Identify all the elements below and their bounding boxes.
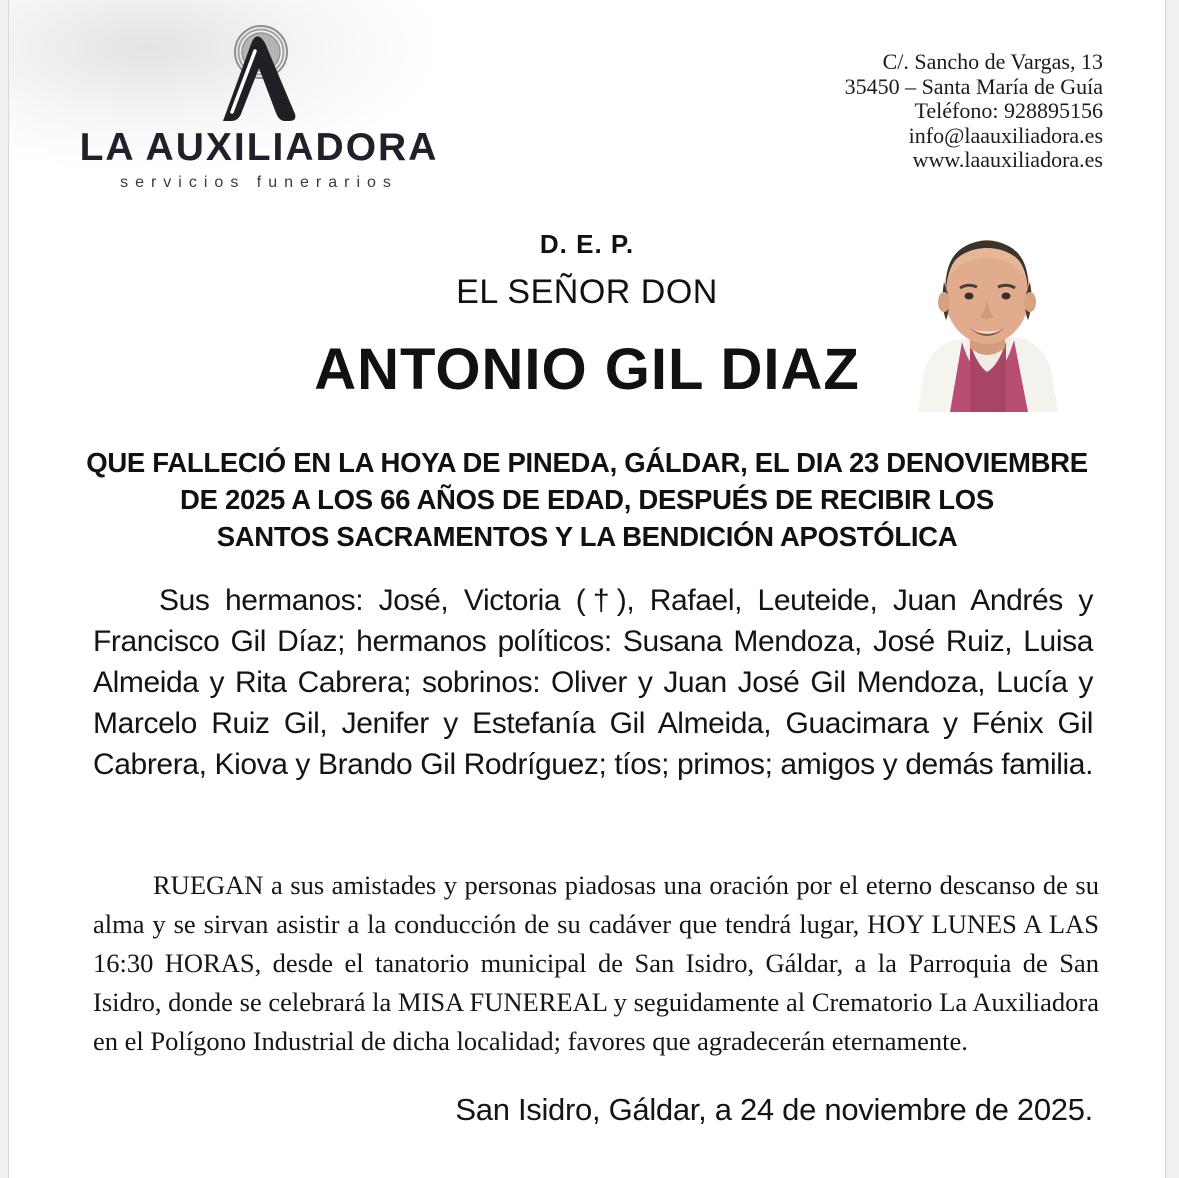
document-paper bbox=[8, 0, 1166, 1178]
place-date-line: San Isidro, Gáldar, a 24 de noviembre de 2025. bbox=[455, 1092, 1093, 1127]
honorific-heading: EL SEÑOR DON bbox=[456, 273, 718, 311]
contact-phone: Teléfono: 928895156 bbox=[914, 98, 1103, 123]
deceased-portrait-photo bbox=[910, 220, 1065, 412]
death-statement-line1: QUE FALLECIÓ EN LA HOYA DE PINEDA, GÁLDAR, EL DIA 23 DENOVIEMBRE bbox=[86, 447, 1088, 478]
family-paragraph: Sus hermanos: José, Victoria (†), Rafael, Leuteide, Juan Andrés y Francisco Gil Díaz; hermanos políticos: Susana Mendoza, José Ruiz, Luisa Almeida y Rita Cabrera; sobrinos: Oliver y Juan José Gil Mendoza, Lucía y Marcelo Ruiz Gil, Jenifer y Estefanía Gil Almeida, Guacimara y Fénix Gil Cabrera, Kiova y Brando Gil Rodríguez; tíos; primos; amigos y demás familia. bbox=[93, 584, 1094, 781]
auxiliadora-peak-sun-logo-icon bbox=[199, 24, 319, 124]
dep-heading: D. E. P. bbox=[539, 229, 635, 259]
contact-address-line1: C/. Sancho de Vargas, 13 bbox=[882, 49, 1103, 74]
funeral-home-logo bbox=[79, 24, 439, 192]
brand-name: LA AUXILIADORA bbox=[79, 126, 439, 169]
deceased-name-heading: ANTONIO GIL DIAZ bbox=[314, 337, 860, 402]
brand-tagline: servicios funerarios bbox=[120, 174, 398, 191]
service-request-paragraph: RUEGAN a sus amistades y personas piadosas una oración por el eterno descanso de su alma y se sirvan asistir a la conducción de su cadáver que tendrá lugar, HOY LUNES A LAS 16:30 HORAS, desde el tanatorio municipal de San Isidro, Gáldar, a la Parroquia de San Isidro, donde se celebrará la MISA FUNEREAL y seguidamente al Crematorio La Auxiliadora en el Polígono Industrial de dicha localidad; favores que agradecerán eternamente. bbox=[93, 870, 1099, 1056]
contact-website: www.laauxiliadora.es bbox=[912, 147, 1103, 172]
contact-address-line2: 35450 – Santa María de Guía bbox=[844, 73, 1103, 99]
portrait-illustration bbox=[910, 220, 1065, 412]
death-statement-line2: DE 2025 A LOS 66 AÑOS DE EDAD, DESPUÉS DE RECIBIR LOS bbox=[180, 484, 994, 515]
death-statement-line3: SANTOS SACRAMENTOS Y LA BENDICIÓN APOSTÓLICA bbox=[216, 521, 958, 552]
death-statement bbox=[9, 444, 1165, 555]
contact-email: info@laauxiliadora.es bbox=[908, 122, 1103, 148]
contact-info-block bbox=[845, 50, 1103, 173]
